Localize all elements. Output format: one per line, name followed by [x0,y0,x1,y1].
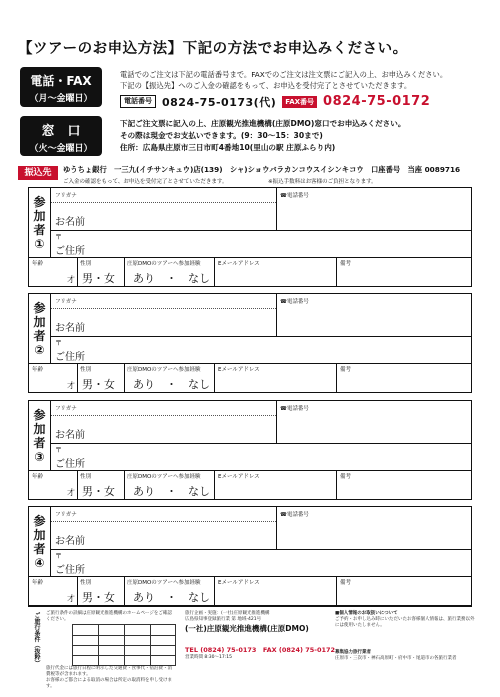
postal-label: 〒 [55,233,62,241]
participant-heading-char: 参 [33,300,46,315]
participant-heading-char: 者 [33,541,46,556]
fax-label: FAX番号 [282,96,317,108]
counter-line1: 下記ご注文票に記入の上、庄原観光推進機構(庄原DMO)窓口でお申込みください。 [120,119,406,128]
address-label: ご住所 [55,565,85,576]
remarks-label: 備考 [340,261,352,267]
age-unit: 才 [67,488,75,497]
sex-label: 性別 [80,474,92,480]
contact-numbers [120,95,430,108]
address-row-divider [29,576,471,577]
participant-number: ② [34,342,45,357]
participant-heading [29,401,51,470]
participant-heading-char: 加 [33,208,46,223]
phone-label: ☎電話番号 [280,193,309,199]
footer-terms [46,611,176,623]
sex-options[interactable]: 男・女 [82,485,115,498]
email-divider [336,576,337,605]
age-unit: 才 [67,594,75,603]
remarks-label: 備考 [340,580,352,586]
sex-options[interactable]: 男・女 [82,591,115,604]
footer-cancel-table [72,624,176,666]
postal-label: 〒 [55,446,62,454]
name-row-divider [51,230,471,231]
furigana-divider [51,415,276,416]
participant-card [28,187,472,287]
footer-corp-name: (一社)庄原観光推進機構(庄原DMO) [185,624,309,633]
age-label: 年齢 [32,580,44,586]
fax-number[interactable]: 0824-75-0172 [323,94,431,109]
tel-number[interactable]: 0824-75-0173(代) [162,95,277,109]
age-divider [77,576,78,605]
counter-label: 窓 口 [41,124,81,139]
dmo-label: 庄原DMOのツアーへ参加経験 [127,580,201,586]
phone-label: ☎電話番号 [280,299,309,305]
participant-heading-char: 者 [33,222,46,237]
participant-number: ① [34,236,45,251]
participant-heading [29,294,51,363]
phone-fax-line1: 電話でのご注文は下記の電話番号まで。FAXでのご注文は注文票にご記入の上、お申込みください。 [120,70,448,79]
dmo-divider [214,363,215,392]
furigana-label: フリガナ [55,406,77,412]
sex-label: 性別 [80,580,92,586]
participant-card [28,293,472,393]
phone-divider [276,507,277,549]
payment-bank: ゆうちょ銀行 一三九(イチサンキュウ)店(139) シャ)ショウバラカンコウスイシンキコウ 口座番号 当座 0089716 [63,165,461,174]
name-row-divider [51,336,471,337]
phone-label: ☎電話番号 [280,512,309,518]
participant-heading-char: 者 [33,328,46,343]
dmo-options[interactable]: あり ・ なし [133,272,210,285]
participant-number: ④ [34,555,45,570]
furigana-divider [51,521,276,522]
name-label: お名前 [55,536,85,547]
sex-divider [124,363,125,392]
participant-heading-char: 参 [33,407,46,422]
dmo-label: 庄原DMOのツアーへ参加経験 [127,367,201,373]
participant-heading-char: 者 [33,435,46,450]
postal-label: 〒 [55,552,62,560]
page-title: 【ツアーのお申込方法】下記の方法でお申込みください。 [18,41,408,57]
furigana-divider [51,202,276,203]
footer-divider [28,606,472,607]
sex-label: 性別 [80,261,92,267]
partners-text: 庄原市・三次市・神石高原町・府中市・尾道市の各旅行業者 [335,656,457,661]
footer-terms-line1: ご旅行条件の詳細は庄原観光推進機構のホームページをご確認ください。 [46,611,172,622]
footer-contact[interactable]: TEL (0824) 75-0173 FAX (0824) 75-0172 [185,646,336,654]
address-row-divider [29,363,471,364]
dmo-label: 庄原DMOのツアーへ参加経験 [127,474,201,480]
name-label: お名前 [55,323,85,334]
furigana-label: フリガナ [55,193,77,199]
phone-fax-days: （月～金曜日） [29,94,93,104]
sex-divider [124,576,125,605]
participant-heading [29,188,51,257]
participant-card [28,506,472,606]
counter-line2: その際は現金でお支払いできます。(9：30～15：30まで) [120,131,323,140]
name-row-divider [51,443,471,444]
dmo-divider [214,470,215,499]
name-row-divider [51,549,471,550]
participant-card [28,400,472,500]
participant-heading-char: 加 [33,421,46,436]
address-label: ご住所 [55,459,85,470]
footer-vertical-label: ご旅行条件（抜粋） [33,612,40,666]
phone-fax-label: 電話・FAX [30,74,92,88]
footer-hours: 営業時間 8:30～17:15 [185,655,233,660]
email-divider [336,470,337,499]
payment-label: 振込先 [18,166,58,180]
counter-ribbon [20,116,102,156]
counter-line3: 住所：広島県庄原市三日市町4番地10(里山の駅 庄原ふらり内) [120,143,336,152]
participant-number: ③ [34,449,45,464]
age-unit: 才 [67,381,75,390]
dmo-divider [214,576,215,605]
phone-divider [276,188,277,230]
dmo-divider [214,257,215,286]
email-divider [336,257,337,286]
footer-partners [335,650,475,662]
phone-fax-ribbon [20,67,102,107]
dmo-options[interactable]: あり ・ なし [133,591,210,604]
sex-options[interactable]: 男・女 [82,272,115,285]
furigana-label: フリガナ [55,512,77,518]
phone-divider [276,401,277,443]
participant-heading [29,507,51,576]
phone-label: ☎電話番号 [280,406,309,412]
footer-terms-line2: 旅行代金には旅行日程に明示した交通費・食事代・宿泊費・消費税等が含まれます。 [46,666,172,677]
name-label: お名前 [55,217,85,228]
participant-heading-char: 参 [33,513,46,528]
footer-reg1: 旅行企画・実施：(一社)庄原観光推進機構 [185,611,270,616]
sex-divider [124,470,125,499]
partners-title: 募集協力旅行業者 [335,650,371,655]
counter-days: （火～金曜日） [29,144,93,154]
sex-options[interactable]: 男・女 [82,378,115,391]
footer-terms-line3: お客様のご都合による取消の場合は所定の取消料を申し受けます。 [46,678,172,689]
payment-fee-note: ※振込手数料はお客様のご負担となります。 [268,179,377,185]
participant-heading-char: 加 [33,527,46,542]
footer-terms-2 [46,666,176,690]
age-label: 年齢 [32,367,44,373]
dmo-options[interactable]: あり ・ なし [133,485,210,498]
email-label: Eメールアドレス [218,474,260,480]
payment-note: ご入金の確認をもって、お申込を受付完了とさせていただきます。 [63,179,228,185]
sex-label: 性別 [80,367,92,373]
email-label: Eメールアドレス [218,261,260,267]
dmo-label: 庄原DMOのツアーへ参加経験 [127,261,201,267]
remarks-label: 備考 [340,474,352,480]
privacy-text: ご予約・お申し込み時にいただいたお客様個人情報は、旅行業務以外には使用いたしません。 [335,617,475,628]
furigana-label: フリガナ [55,299,77,305]
age-unit: 才 [67,275,75,284]
address-label: ご住所 [55,352,85,363]
age-label: 年齢 [32,474,44,480]
payment-section [18,164,488,186]
footer-privacy [335,611,475,629]
footer-reg2: 広島県知事登録旅行業 第 地域-421号 [185,617,262,622]
age-divider [77,257,78,286]
furigana-divider [51,308,276,309]
footer-registration [185,611,315,623]
tel-label: 電話番号 [120,95,156,108]
dmo-options[interactable]: あり ・ なし [133,378,210,391]
address-label: ご住所 [55,246,85,257]
participant-heading-char: 加 [33,314,46,329]
age-divider [77,363,78,392]
email-label: Eメールアドレス [218,580,260,586]
age-label: 年齢 [32,261,44,267]
privacy-title: ■個人情報のお取扱いについて [335,611,398,616]
age-divider [77,470,78,499]
postal-label: 〒 [55,339,62,347]
remarks-label: 備考 [340,367,352,373]
participant-heading-char: 参 [33,194,46,209]
address-row-divider [29,470,471,471]
address-row-divider [29,257,471,258]
phone-fax-line2: 下記の【振込先】へのご入金の確認をもって、お申込を受付完了とさせていただきます。 [120,81,412,90]
email-divider [336,363,337,392]
sex-divider [124,257,125,286]
phone-divider [276,294,277,336]
name-label: お名前 [55,430,85,441]
email-label: Eメールアドレス [218,367,260,373]
